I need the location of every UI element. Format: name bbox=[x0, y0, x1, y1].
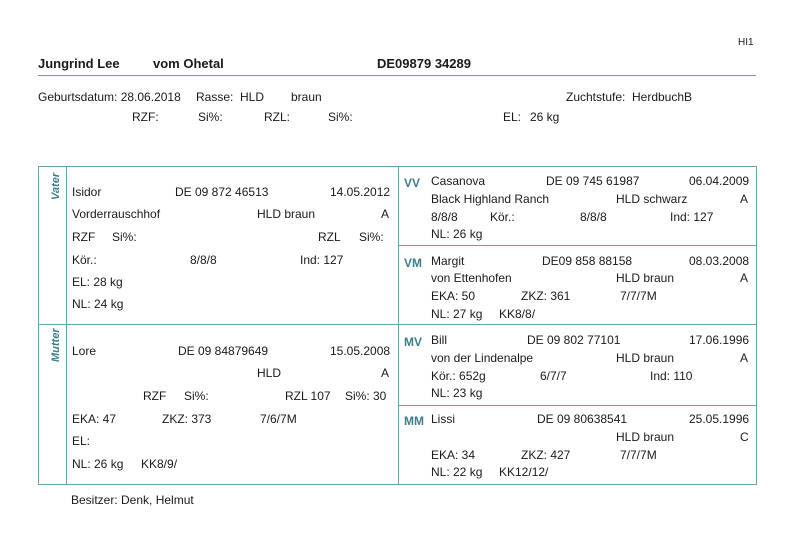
mv-date: 17.06.1996 bbox=[689, 333, 750, 347]
vm-eka: EKA: 50 bbox=[431, 289, 476, 303]
animal-name: Jungrind Lee bbox=[38, 56, 120, 71]
sire-grade: A bbox=[381, 207, 390, 221]
dam-id: DE 09 84879649 bbox=[178, 344, 269, 358]
mv-grade: A bbox=[740, 351, 749, 365]
dam-kk: KK8/9/ bbox=[141, 457, 178, 471]
mm-code: MM bbox=[404, 414, 424, 428]
mm-id: DE 09 80638541 bbox=[537, 412, 628, 426]
vv-nl: NL: 26 kg bbox=[431, 227, 483, 241]
mm-kk: KK12/12/ bbox=[499, 465, 549, 479]
vv-herd: Black Highland Ranch bbox=[431, 192, 550, 206]
dam-nl: NL: 26 kg bbox=[72, 457, 124, 471]
dam-eka: EKA: 47 bbox=[72, 412, 117, 426]
sire-rzl: RZL bbox=[318, 230, 341, 244]
vv-name: Casanova bbox=[431, 174, 486, 188]
dam-si1: Si%: bbox=[184, 389, 209, 403]
pedigree-center-divider bbox=[398, 166, 399, 485]
mv-ind: Ind: 110 bbox=[650, 369, 693, 383]
sire-si2: Si%: bbox=[359, 230, 384, 244]
vv-ind: Ind: 127 bbox=[670, 210, 714, 224]
vater-label: Vater bbox=[50, 172, 62, 200]
mm-grade: C bbox=[740, 430, 749, 444]
pedigree-upper-right-divider bbox=[398, 245, 757, 246]
vm-nl: NL: 27 kg bbox=[431, 307, 483, 321]
dam-grade: A bbox=[381, 366, 390, 380]
mv-code: MV bbox=[404, 335, 422, 349]
zuchtstufe-label: Zuchtstufe: bbox=[566, 90, 626, 104]
dam-si2: Si%: 30 bbox=[345, 389, 387, 403]
mutter-label: Mutter bbox=[50, 328, 62, 362]
animal-herd: vom Ohetal bbox=[153, 56, 224, 71]
vv-code: VV bbox=[404, 176, 421, 190]
dam-score: 7/6/7M bbox=[260, 412, 297, 426]
dam-el: EL: bbox=[72, 434, 91, 448]
sire-herd: Vorderrauschhof bbox=[72, 207, 161, 221]
sire-koer-label: Kör.: bbox=[72, 253, 97, 267]
vm-herd: von Ettenhofen bbox=[431, 271, 512, 285]
mv-koer: Kör.: 652g bbox=[431, 369, 486, 383]
mv-id: DE 09 802 77101 bbox=[527, 333, 621, 347]
vm-kk: KK8/8/ bbox=[499, 307, 536, 321]
sire-koer: 8/8/8 bbox=[190, 253, 217, 267]
mv-name: Bill bbox=[431, 333, 448, 347]
vv-grade: A bbox=[740, 192, 749, 206]
vv-breed: HLD schwarz bbox=[616, 192, 688, 206]
vm-date: 08.03.2008 bbox=[689, 254, 750, 268]
zuchtstufe-value: HerdbuchB bbox=[632, 90, 693, 104]
mm-score: 7/7/7M bbox=[620, 448, 657, 462]
vm-zkz: ZKZ: 361 bbox=[521, 289, 571, 303]
rzl-label: RZL: bbox=[264, 110, 291, 124]
sire-nl: NL: 24 kg bbox=[72, 297, 124, 311]
sire-rzf: RZF bbox=[72, 230, 96, 244]
el-label: EL: bbox=[503, 110, 522, 124]
si1-label: Si%: bbox=[198, 110, 223, 124]
page-code: HI1 bbox=[738, 37, 754, 48]
si2-label: Si%: bbox=[328, 110, 353, 124]
dam-zkz: ZKZ: 373 bbox=[162, 412, 212, 426]
vv-koer-label: Kör.: bbox=[490, 210, 515, 224]
dam-name: Lore bbox=[72, 344, 97, 358]
dam-breed: HLD bbox=[257, 366, 282, 380]
vm-code: VM bbox=[404, 256, 422, 270]
sire-id: DE 09 872 46513 bbox=[175, 185, 269, 199]
dam-rzl: RZL 107 bbox=[285, 389, 331, 403]
dam-date: 15.05.2008 bbox=[330, 344, 391, 358]
pedigree-label-divider bbox=[66, 166, 67, 485]
birth-date: Geburtsdatum: 28.06.2018 bbox=[38, 90, 181, 104]
sire-el: EL: 28 kg bbox=[72, 275, 123, 289]
mm-nl: NL: 22 kg bbox=[431, 465, 483, 479]
vv-score: 8/8/8 bbox=[431, 210, 458, 224]
dam-rzf: RZF bbox=[143, 389, 167, 403]
mv-breed: HLD braun bbox=[616, 351, 675, 365]
mm-name: Lissi bbox=[431, 412, 456, 426]
vv-date: 06.04.2009 bbox=[689, 174, 750, 188]
sire-date: 14.05.2012 bbox=[330, 185, 391, 199]
breed-value: HLD bbox=[240, 90, 265, 104]
mv-nl: NL: 23 kg bbox=[431, 386, 483, 400]
mv-score: 6/7/7 bbox=[540, 369, 567, 383]
vm-breed: HLD braun bbox=[616, 271, 675, 285]
sire-ind: Ind: 127 bbox=[300, 253, 344, 267]
color-value: braun bbox=[291, 90, 322, 104]
vm-grade: A bbox=[740, 271, 749, 285]
owner: Besitzer: Denk, Helmut bbox=[71, 493, 194, 507]
mm-eka: EKA: 34 bbox=[431, 448, 476, 462]
vm-score: 7/7/7M bbox=[620, 289, 657, 303]
vm-name: Margit bbox=[431, 254, 465, 268]
header-divider bbox=[38, 75, 756, 76]
mm-zkz: ZKZ: 427 bbox=[521, 448, 571, 462]
pedigree-middle-divider bbox=[38, 324, 757, 325]
pedigree-lower-right-divider bbox=[398, 405, 757, 406]
sire-name: Isidor bbox=[72, 185, 102, 199]
sire-breed: HLD braun bbox=[257, 207, 316, 221]
animal-id: DE09879 34289 bbox=[377, 56, 471, 71]
el-value: 26 kg bbox=[530, 110, 560, 124]
mm-date: 25.05.1996 bbox=[689, 412, 750, 426]
mm-breed: HLD braun bbox=[616, 430, 675, 444]
vv-id: DE 09 745 61987 bbox=[546, 174, 640, 188]
sire-si1: Si%: bbox=[112, 230, 137, 244]
vv-koer: 8/8/8 bbox=[580, 210, 607, 224]
rzf-label: RZF: bbox=[132, 110, 159, 124]
vm-id: DE09 858 88158 bbox=[542, 254, 633, 268]
breed-label: Rasse: bbox=[196, 90, 234, 104]
mv-herd: von der Lindenalpe bbox=[431, 351, 534, 365]
